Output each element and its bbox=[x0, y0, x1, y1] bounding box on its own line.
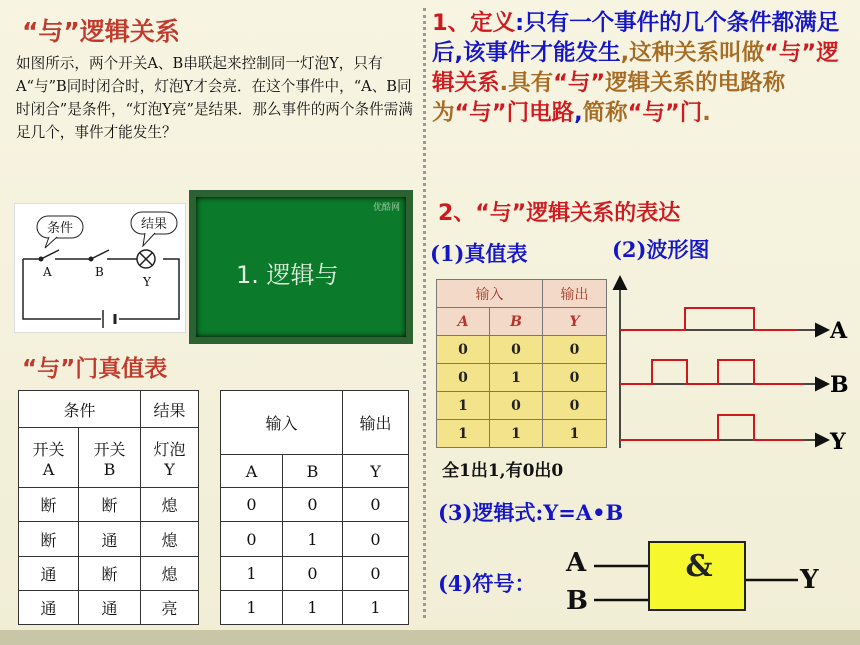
symbol-label: (4)符号： bbox=[438, 571, 536, 596]
truth-table-title: “与”门真值表 bbox=[22, 356, 168, 382]
cell: 通 bbox=[19, 591, 79, 625]
result-bubble-label: 结果 bbox=[140, 217, 168, 232]
cell: 0 bbox=[343, 522, 409, 557]
table-row bbox=[19, 591, 199, 625]
cell: 熄 bbox=[141, 488, 199, 522]
circuit-diagram bbox=[14, 203, 186, 333]
lamp-y-header: 灯泡Y bbox=[141, 428, 199, 488]
cell: 断 bbox=[79, 557, 141, 591]
input-header: 输入 bbox=[221, 391, 343, 455]
cell: 1 bbox=[490, 420, 543, 448]
rule-text: 全1出1,有0出0 bbox=[442, 461, 564, 481]
def-part: . bbox=[702, 100, 711, 126]
table-row bbox=[19, 557, 199, 591]
expression-line bbox=[438, 497, 623, 527]
section-2-title: 2、“与”逻辑关系的表达 bbox=[438, 201, 681, 226]
def-heading: 1、定义 bbox=[432, 10, 516, 36]
expression-value: Y=A•B bbox=[543, 500, 624, 525]
table-row bbox=[221, 522, 409, 557]
wave-y-label: Y bbox=[830, 429, 846, 455]
switch-a-header: 开关A bbox=[19, 428, 79, 488]
condition-table bbox=[18, 390, 199, 625]
cell: 熄 bbox=[141, 522, 199, 557]
table-row bbox=[19, 488, 199, 522]
switch-b-label: B bbox=[95, 265, 104, 279]
board-watermark: 优酷网 bbox=[372, 203, 400, 213]
tt-col-y: Y bbox=[543, 308, 607, 336]
definition-text bbox=[432, 8, 852, 128]
cell: 断 bbox=[79, 488, 141, 522]
output-header: 输出 bbox=[343, 391, 409, 455]
cell: 0 bbox=[343, 488, 409, 522]
cell: 0 bbox=[543, 392, 607, 420]
cell: 0 bbox=[490, 392, 543, 420]
gate-output-y: Y bbox=[800, 565, 819, 595]
description-text: 如图所示，两个开关A、B串联起来控制同一灯泡Y，只有A“与”B同时闭合时，灯泡Y才会亮．在这个事件中，“A、B同时闭合”是条件，“灯泡Y亮”是结果．那么事件的两个条件需满足几个，事件才能发生？ bbox=[16, 55, 413, 141]
cond-header: 条件 bbox=[19, 391, 141, 428]
switch-b-header: 开关B bbox=[79, 428, 141, 488]
cell: 0 bbox=[437, 364, 490, 392]
cell: 1 bbox=[283, 522, 343, 557]
tt-col-a: A bbox=[437, 308, 490, 336]
and-gate-symbol bbox=[648, 541, 746, 611]
cell: 0 bbox=[221, 488, 283, 522]
board-text: 1. 逻辑与 bbox=[236, 261, 339, 289]
circuit-svg bbox=[15, 204, 187, 334]
def-part: .具有 bbox=[499, 70, 554, 96]
result-header: 结果 bbox=[141, 391, 199, 428]
cell: 0 bbox=[490, 336, 543, 364]
cell: 1 bbox=[490, 364, 543, 392]
table-row bbox=[221, 591, 409, 625]
table-row bbox=[221, 488, 409, 522]
cell: 1 bbox=[543, 420, 607, 448]
waveform-diagram bbox=[612, 268, 860, 458]
cell: 0 bbox=[221, 522, 283, 557]
cell: 亮 bbox=[141, 591, 199, 625]
cell: 1 bbox=[343, 591, 409, 625]
bottom-bar bbox=[0, 630, 860, 645]
tt-col-b: B bbox=[490, 308, 543, 336]
gate-input-b: B bbox=[566, 586, 588, 616]
video-board[interactable] bbox=[189, 190, 413, 344]
cell: 1 bbox=[221, 557, 283, 591]
def-part: , bbox=[574, 100, 583, 126]
truth-table bbox=[436, 279, 607, 448]
def-term: “与” bbox=[553, 70, 606, 96]
def-term: “与”门电路 bbox=[454, 100, 575, 126]
cond-bubble-label: 条件 bbox=[46, 221, 74, 236]
wave-a-label: A bbox=[830, 318, 848, 344]
switch-a-label: A bbox=[43, 265, 52, 279]
and-gate-ampersand: & bbox=[685, 549, 713, 584]
table-row bbox=[19, 522, 199, 557]
tt-input-header: 输入 bbox=[437, 280, 543, 308]
cell: 1 bbox=[437, 392, 490, 420]
cell: 熄 bbox=[141, 557, 199, 591]
cell: 0 bbox=[543, 336, 607, 364]
table-row bbox=[437, 420, 607, 448]
def-part: ,这种关系叫做 bbox=[620, 40, 765, 66]
def-term: “与”逻辑关系 bbox=[432, 40, 839, 96]
cell: 通 bbox=[79, 522, 141, 557]
io-table bbox=[220, 390, 409, 625]
cell: 0 bbox=[543, 364, 607, 392]
def-part: 逻辑关系的电路称为 bbox=[432, 70, 786, 126]
cell: 通 bbox=[19, 557, 79, 591]
table-row bbox=[221, 557, 409, 591]
table-row bbox=[437, 364, 607, 392]
table-row bbox=[437, 336, 607, 364]
truth-table-label: (1)真值表 bbox=[430, 241, 528, 266]
def-part: 简称 bbox=[582, 100, 628, 126]
cell: 0 bbox=[343, 557, 409, 591]
wave-b-label: B bbox=[830, 372, 849, 398]
wave-b-signal bbox=[620, 360, 804, 384]
table-row bbox=[437, 392, 607, 420]
col-b-header: B bbox=[283, 455, 343, 488]
column-divider bbox=[423, 8, 426, 618]
cell: 0 bbox=[283, 488, 343, 522]
cell: 1 bbox=[283, 591, 343, 625]
col-a-header: A bbox=[221, 455, 283, 488]
cell: 0 bbox=[437, 336, 490, 364]
cell: 断 bbox=[19, 522, 79, 557]
wave-y-signal bbox=[620, 415, 804, 440]
def-term: “与”门 bbox=[627, 100, 703, 126]
cell: 断 bbox=[19, 488, 79, 522]
cell: 1 bbox=[437, 420, 490, 448]
cell: 通 bbox=[79, 591, 141, 625]
waveform-label: (2)波形图 bbox=[612, 237, 710, 262]
wave-a-signal bbox=[620, 308, 798, 330]
cell: 1 bbox=[221, 591, 283, 625]
tt-output-header: 输出 bbox=[543, 280, 607, 308]
gate-input-a: A bbox=[566, 548, 587, 578]
cell: 0 bbox=[283, 557, 343, 591]
lamp-y-label: Y bbox=[143, 275, 151, 289]
and-logic-title: “与”逻辑关系 bbox=[22, 17, 180, 46]
col-y-header: Y bbox=[343, 455, 409, 488]
def-part: :只有一个事件的几个条件都满足后,该事件才能发生 bbox=[432, 10, 840, 66]
expression-label: (3)逻辑式: bbox=[438, 500, 544, 525]
